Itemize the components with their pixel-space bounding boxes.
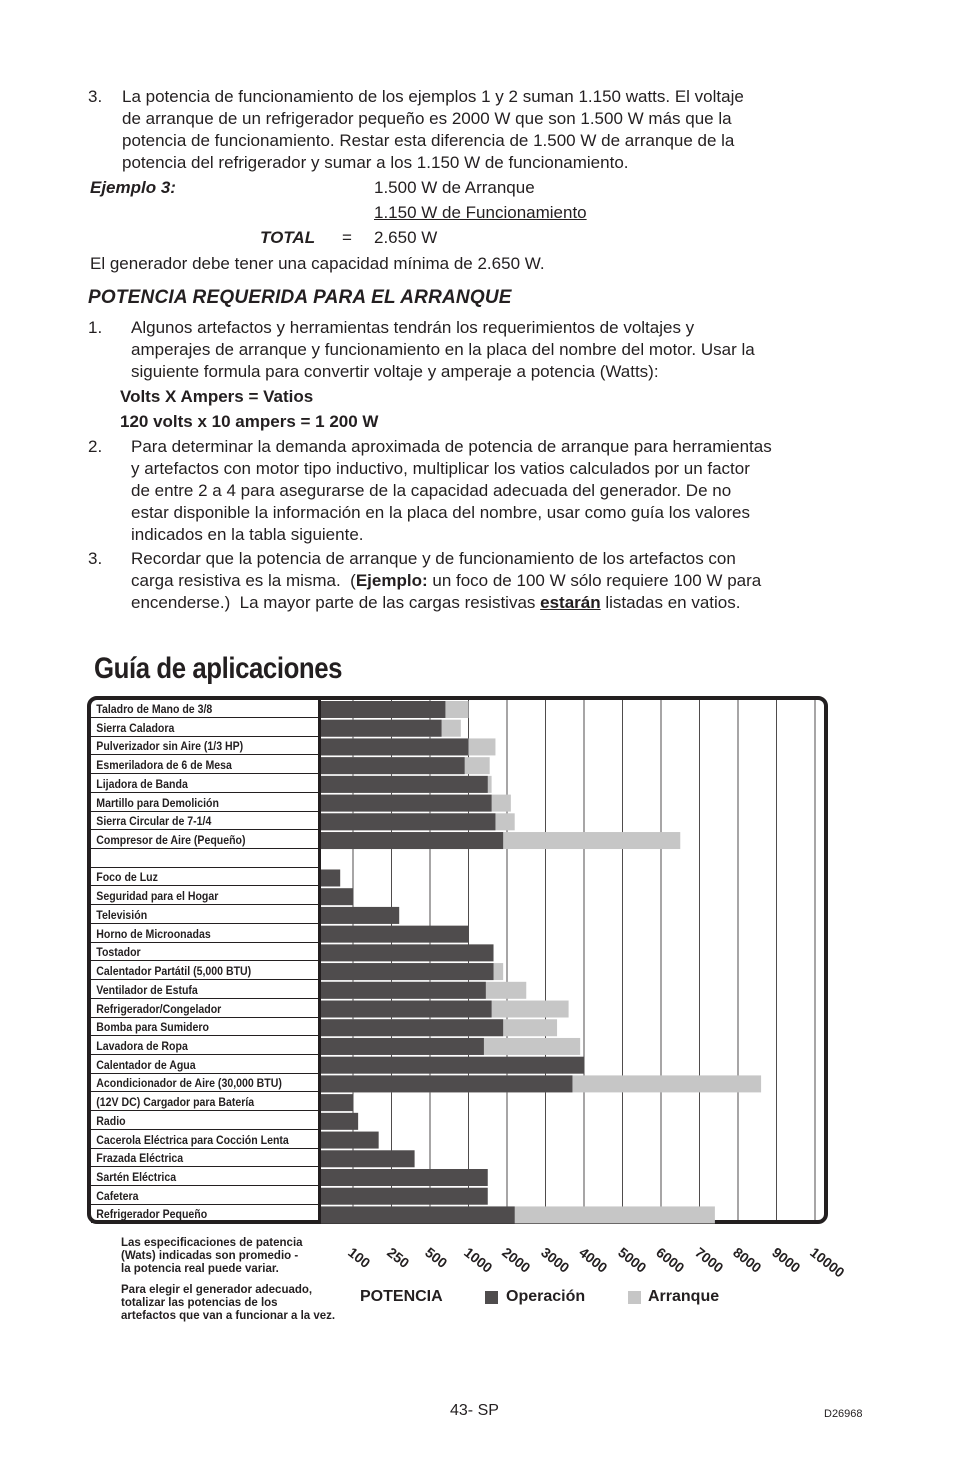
category-label-text: Calentador Partátil (5,000 BTU) <box>96 964 252 979</box>
category-label-text: Ventilador de Estufa <box>96 982 198 997</box>
bar-running <box>321 720 442 737</box>
bar-running <box>321 776 488 793</box>
category-label-text: Tostador <box>96 945 141 960</box>
bar-running <box>321 795 492 812</box>
bar-running <box>321 1113 358 1130</box>
x-tick-label: 10000 <box>807 1244 848 1281</box>
bar-running <box>321 1150 415 1167</box>
guide-title: Guía de aplicaciones <box>94 652 343 685</box>
category-label-text: Televisión <box>96 907 148 922</box>
example-label: Ejemplo 3: <box>90 178 176 197</box>
x-tick-label: 3000 <box>537 1244 573 1276</box>
total-equals: = <box>342 228 352 247</box>
x-tick-label: 250 <box>383 1244 412 1271</box>
bar-running <box>321 1075 572 1092</box>
intro-item3-line: potencia de funcionamiento. Restar esta diferencia de 1.500 W de arranque de la <box>122 131 735 150</box>
bar-running <box>321 832 503 849</box>
legend-running-swatch <box>485 1291 498 1304</box>
document-code: D26968 <box>824 1408 863 1420</box>
page-number: 43- SP <box>450 1402 499 1419</box>
category-label-text: Esmeriladora de 6 de Mesa <box>96 758 232 773</box>
section-item1-line: siguiente formula para convertir voltaje y amperaje a potencia (Watts): <box>131 362 659 381</box>
bar-running <box>321 1169 488 1186</box>
example-bold: Ejemplo: <box>355 571 428 590</box>
bar-running <box>321 813 495 830</box>
category-label-text: Lavadora de Ropa <box>96 1038 188 1053</box>
section-item2-line: estar disponible la información en la placa del nombre, usar como guía los valores <box>131 503 750 522</box>
category-label-text: Seguridad para el Hogar <box>96 889 219 904</box>
capacity-note: El generador debe tener una capacidad mínima de 2.650 W. <box>90 254 545 273</box>
legend-starting-label: Arranque <box>648 1288 720 1305</box>
category-label-text: Sartén Eléctrica <box>96 1170 177 1184</box>
category-label-text: Martillo para Demolición <box>96 795 219 810</box>
category-label-text: Calentador de Agua <box>96 1057 196 1072</box>
bar-running <box>321 1094 353 1111</box>
section-item3-line: Recordar que la potencia de arranque y de funcionamiento de los artefactos con <box>131 549 736 568</box>
x-tick-label: 6000 <box>653 1244 688 1276</box>
total-label: TOTAL <box>260 228 316 247</box>
intro-item3-line: potencia del refrigerador y sumar a los 1.150 W de funcionamiento. <box>122 153 629 172</box>
text-run: listadas en vatios. <box>600 593 741 612</box>
note-line: artefactos que van a funcionar a la vez. <box>121 1310 336 1322</box>
x-tick-label: 5000 <box>614 1244 650 1276</box>
bar-running <box>321 888 353 905</box>
bar-running <box>321 1132 379 1149</box>
note-line: la potencia real puede variar. <box>121 1263 279 1275</box>
bar-running <box>321 1188 488 1205</box>
text-run: carga resistiva es la misma. ( <box>131 571 356 590</box>
section-item2-number: 2. <box>88 437 103 456</box>
category-label-text: Compresor de Aire (Pequeño) <box>96 833 246 848</box>
intro-item3-line: La potencia de funcionamiento de los ejemplos 1 y 2 suman 1.150 watts. El voltaje <box>122 87 744 106</box>
bar-running <box>321 738 469 755</box>
category-label-text: Refrigerador/Congelador <box>96 1001 222 1016</box>
section-item2-line: y artefactos con motor tipo inductivo, multiplicar los vatios calculados por un factor <box>131 459 750 478</box>
bar-running <box>321 907 399 924</box>
category-label-text: Foco de Luz <box>96 870 158 885</box>
example-starting: 1.500 W de Arranque <box>374 178 535 197</box>
bar-running <box>321 926 469 943</box>
category-label-text: Frazada Eléctrica <box>96 1151 184 1166</box>
intro-item3-line: de arranque de un refrigerador pequeño es 2000 W que son 1.500 W más que la <box>122 109 732 128</box>
x-tick-label: 2000 <box>499 1244 534 1276</box>
note-average <box>121 1237 303 1276</box>
legend-starting-swatch <box>628 1291 641 1304</box>
section-item3-number: 3. <box>88 549 103 568</box>
bar-running <box>321 963 494 980</box>
legend-running-label: Operación <box>506 1288 586 1305</box>
category-label-text: Horno de Microonadas <box>96 926 211 941</box>
category-label-text: Sierra Caladora <box>96 720 175 735</box>
bar-running <box>321 1001 492 1018</box>
bar-running <box>321 1206 515 1223</box>
section-heading: POTENCIA REQUERIDA PARA EL ARRANQUE <box>88 287 512 308</box>
category-label-text: Cacerola Eléctrica para Cocción Lenta <box>96 1132 289 1147</box>
text-run: un foco de 100 W sólo requiere 100 W para <box>427 571 762 590</box>
bar-running <box>321 869 340 886</box>
section-item2-line: de entre 2 a 4 para asegurarse de la capacidad adecuada del generador. De no <box>131 481 732 500</box>
bar-running <box>321 1038 484 1055</box>
formula-1: Volts X Ampers = Vatios <box>120 387 314 406</box>
bar-running <box>321 1057 584 1074</box>
category-label-text: Sierra Circular de 7-1/4 <box>96 814 212 829</box>
x-tick-label: 7000 <box>691 1244 727 1276</box>
text-run: encenderse.) La mayor parte de las cargas resistivas <box>131 593 541 612</box>
section-item1-line: Algunos artefactos y herramientas tendrán los requerimientos de voltajes y <box>131 318 695 337</box>
section-item2-line: indicados en la tabla siguiente. <box>131 525 364 544</box>
section-item1-line: amperajes de arranque y funcionamiento en la placa del nombre del motor. Usar la <box>131 340 755 359</box>
x-tick-label: 8000 <box>730 1244 765 1276</box>
x-tick-label: 100 <box>345 1244 374 1271</box>
intro-item3-number: 3. <box>88 87 103 106</box>
note-line: Para elegir el generador adecuado, <box>121 1284 313 1296</box>
category-label-text: Bomba para Sumidero <box>96 1020 209 1035</box>
category-label-text: Pulverizador sin Aire (1/3 HP) <box>96 739 244 754</box>
note-line: (Wats) indicadas son promedio - <box>121 1250 299 1262</box>
category-label-text: Radio <box>96 1113 126 1128</box>
category-label-text: Lijadora de Banda <box>96 776 188 791</box>
bar-running <box>321 944 494 961</box>
section-item1-number: 1. <box>88 318 103 337</box>
formula-2: 120 volts x 10 ampers = 1 200 W <box>120 412 379 431</box>
example-running: 1.150 W de Funcionamiento <box>374 203 587 222</box>
category-label-text: (12V DC) Cargador para Batería <box>96 1095 255 1110</box>
bar-running <box>321 1019 503 1036</box>
x-tick-label: 1000 <box>460 1244 496 1276</box>
category-label-text: Cafetera <box>96 1188 139 1203</box>
total-value: 2.650 W <box>374 228 438 247</box>
category-label-text: Refrigerador Pequeño <box>96 1207 208 1222</box>
note-line: Las especificaciones de patencia <box>121 1237 303 1249</box>
category-label-text: Taladro de Mano de 3/8 <box>96 702 213 716</box>
x-tick-label: 4000 <box>576 1244 611 1276</box>
bar-running <box>321 757 465 774</box>
bar-running <box>321 701 445 718</box>
section-item2-line: Para determinar la demanda aproximada de potencia de arranque para herramientas <box>131 437 772 456</box>
category-label-text: Acondicionador de Aire (30,000 BTU) <box>96 1076 282 1091</box>
bar-running <box>321 982 486 999</box>
estaran-bold: estarán <box>540 593 601 612</box>
x-tick-label: 9000 <box>768 1244 804 1276</box>
x-tick-label: 500 <box>422 1244 451 1271</box>
note-line: totalizar las potencias de los <box>121 1297 278 1309</box>
legend-title: POTENCIA <box>360 1288 443 1305</box>
note-total <box>121 1284 335 1323</box>
